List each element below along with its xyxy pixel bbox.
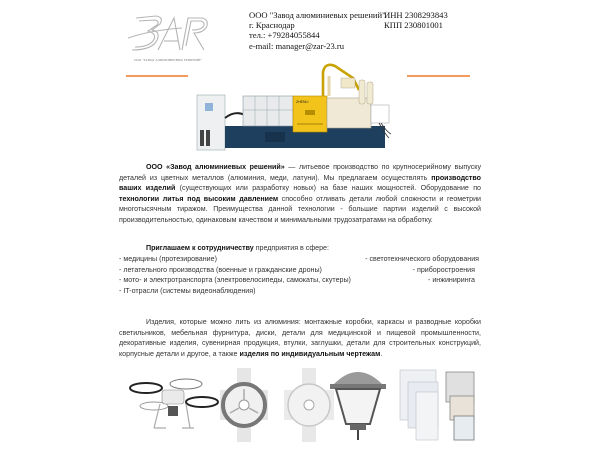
products-paragraph: [119, 317, 481, 359]
company-logo: [122, 8, 212, 64]
sector-item: - инжиниринга: [427, 276, 475, 284]
company-kpp: КПП 230801001: [384, 20, 443, 31]
company-name: ООО "Завод алюминиевых решений": [249, 10, 386, 20]
plastic-enclosures-image: [400, 370, 474, 440]
intro-bold-3: технологии литья под высоким давлением: [119, 194, 279, 203]
die-casting-machine-image: [195, 60, 415, 152]
drone-image: [130, 379, 218, 428]
sector-item: - летательного производства (военные и гражданские дроны): [119, 265, 322, 274]
company-inn: ИНН 2308293843: [384, 10, 448, 20]
products-end: .: [380, 349, 383, 358]
intro-bold-2: производство ваших изделий: [119, 173, 481, 192]
intro-text-3: способно отливать детали любой сложности и геометрии многотысячным тиражом. Преимущества данной технологии - большие партии изделий с высокой производительностью, одинаковым качеством и минимальными трудозатратами на обработку.: [119, 194, 481, 224]
sectors-list-left: [119, 254, 351, 296]
sector-item: - мото- и электротранспорта (электровелосипеды, самокаты, скутеры): [119, 276, 351, 284]
invite-bold: Приглашаем к сотрудничеству: [146, 244, 254, 252]
junction-box-image: [220, 368, 268, 442]
invite-heading: [146, 244, 329, 252]
sector-item: - медицины (протезирование): [119, 255, 217, 263]
machine-brand-label: ZHENLI: [296, 100, 309, 104]
decorative-divider-left: [126, 75, 188, 77]
company-email[interactable]: e-mail: manager@zar-23.ru: [249, 40, 345, 51]
company-name-bold: ООО «Завод алюминиевых решений»: [146, 163, 285, 171]
street-lantern-image: [330, 372, 386, 440]
company-city: г. Краснодар: [249, 20, 295, 31]
company-phone: тел.: +79284055844: [249, 30, 320, 41]
sector-item: - IT-отрасли (системы видеонаблюдения): [119, 286, 256, 295]
logo-caption: ООО "ЗАВОД АЛЮМИНИЕВЫХ РЕШЕНИЙ": [134, 58, 202, 62]
intro-paragraph: [119, 162, 481, 225]
products-bold: изделия по индивидуальным чертежам: [239, 349, 381, 358]
invite-text: предприятия в сфере:: [253, 244, 329, 252]
intro-text-2: (существующих или разработку новых) на базе наших мощностей. Оборудование по: [175, 184, 481, 192]
zar-logo-icon: [122, 8, 212, 58]
intro-text-1: — литьевое производство по крупносерийному выпуску деталей из цветных металлов (алюминия, меди, латуни). Мы предлагаем осуществлять: [119, 163, 481, 182]
sector-item: - приборостроения: [412, 265, 475, 274]
product-images: [124, 366, 476, 444]
company-requisites: [384, 10, 448, 30]
decorative-divider-right: [407, 75, 470, 77]
junction-box-image: [284, 368, 334, 442]
sector-item: - светотехнического оборудования: [365, 255, 479, 263]
products-text: Изделия, которые можно лить из алюминия: монтажные коробки, каркасы и разводные коробки светильников, мебельная фурнитура, диски, детали для медицинской и пищевой промышленности, декоративные изделия, сувенирная продукция, втулки, заглушки, детали для строительных конструкций, корпусные детали и другое, а также: [119, 318, 481, 358]
company-contacts: [249, 10, 386, 51]
sectors-list-right: [365, 254, 479, 286]
